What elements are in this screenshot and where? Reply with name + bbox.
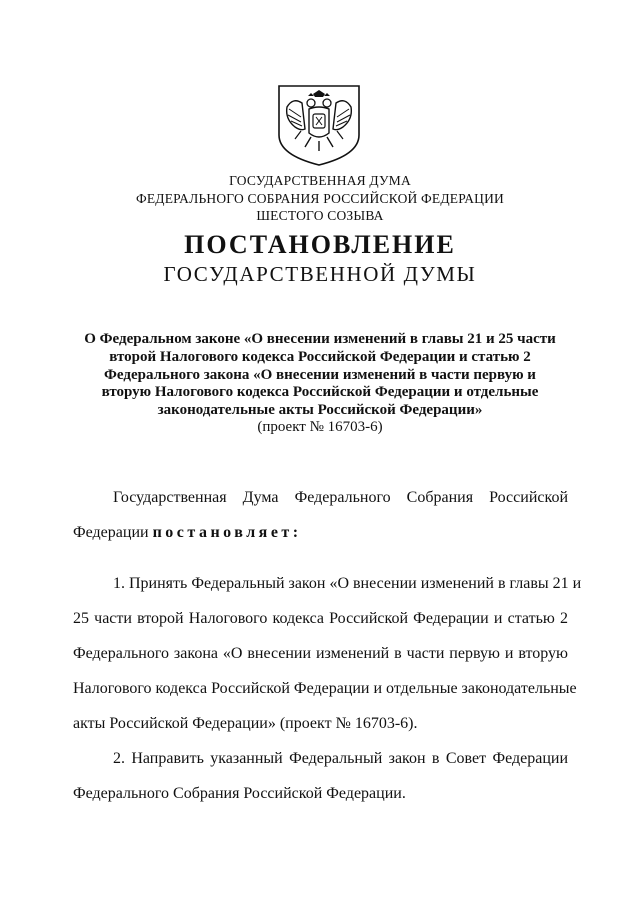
document-subtitle: ГОСУДАРСТВЕННОЙ ДУМЫ <box>163 262 477 286</box>
coat-of-arms-emblem <box>275 83 363 167</box>
item-1-line: 25 части второй Налогового кодекса Российской Федерации и статью 2 <box>73 610 568 627</box>
header-duma: ГОСУДАРСТВЕННАЯ ДУМА <box>229 173 411 188</box>
preamble-federation: Федерации <box>73 524 149 541</box>
subject-line: О Федеральном законе «О внесении изменений в главы 21 и 25 части <box>84 331 556 347</box>
subject-line: второй Налогового кодекса Российской Федерации и статью 2 <box>109 349 531 365</box>
document-title: ПОСТАНОВЛЕНИЕ <box>184 230 456 259</box>
header-federal-assembly: ФЕДЕРАЛЬНОГО СОБРАНИЯ РОССИЙСКОЙ ФЕДЕРАЦИИ <box>136 191 504 206</box>
subject-line: Федерального закона «О внесении изменений в части первую и <box>104 367 536 383</box>
item-1-line: Налогового кодекса Российской Федерации и отдельные законодательные <box>73 680 577 697</box>
subject-line: законодательные акты Российской Федерации» <box>157 402 483 418</box>
subject-line: вторую Налогового кодекса Российской Федерации и отдельные <box>101 384 539 400</box>
preamble-line-2 <box>73 524 302 542</box>
preamble-line-1: Государственная Дума Федерального Собрания Российской <box>113 489 568 506</box>
item-1-line: акты Российской Федерации» (проект № 16703-6). <box>73 715 418 732</box>
header-convocation: ШЕСТОГО СОЗЫВА <box>256 208 384 223</box>
item-2-line: Федерального Собрания Российской Федерации. <box>73 785 406 802</box>
project-number: (проект № 16703-6) <box>257 419 383 435</box>
resolves-word: постановляет: <box>152 524 302 541</box>
item-1-line: Федерального закона «О внесении изменений в части первую и вторую <box>73 645 568 662</box>
item-1-line: 1. Принять Федеральный закон «О внесении изменений в главы 21 и <box>113 575 582 592</box>
item-2-line: 2. Направить указанный Федеральный закон в Совет Федерации <box>113 750 568 767</box>
